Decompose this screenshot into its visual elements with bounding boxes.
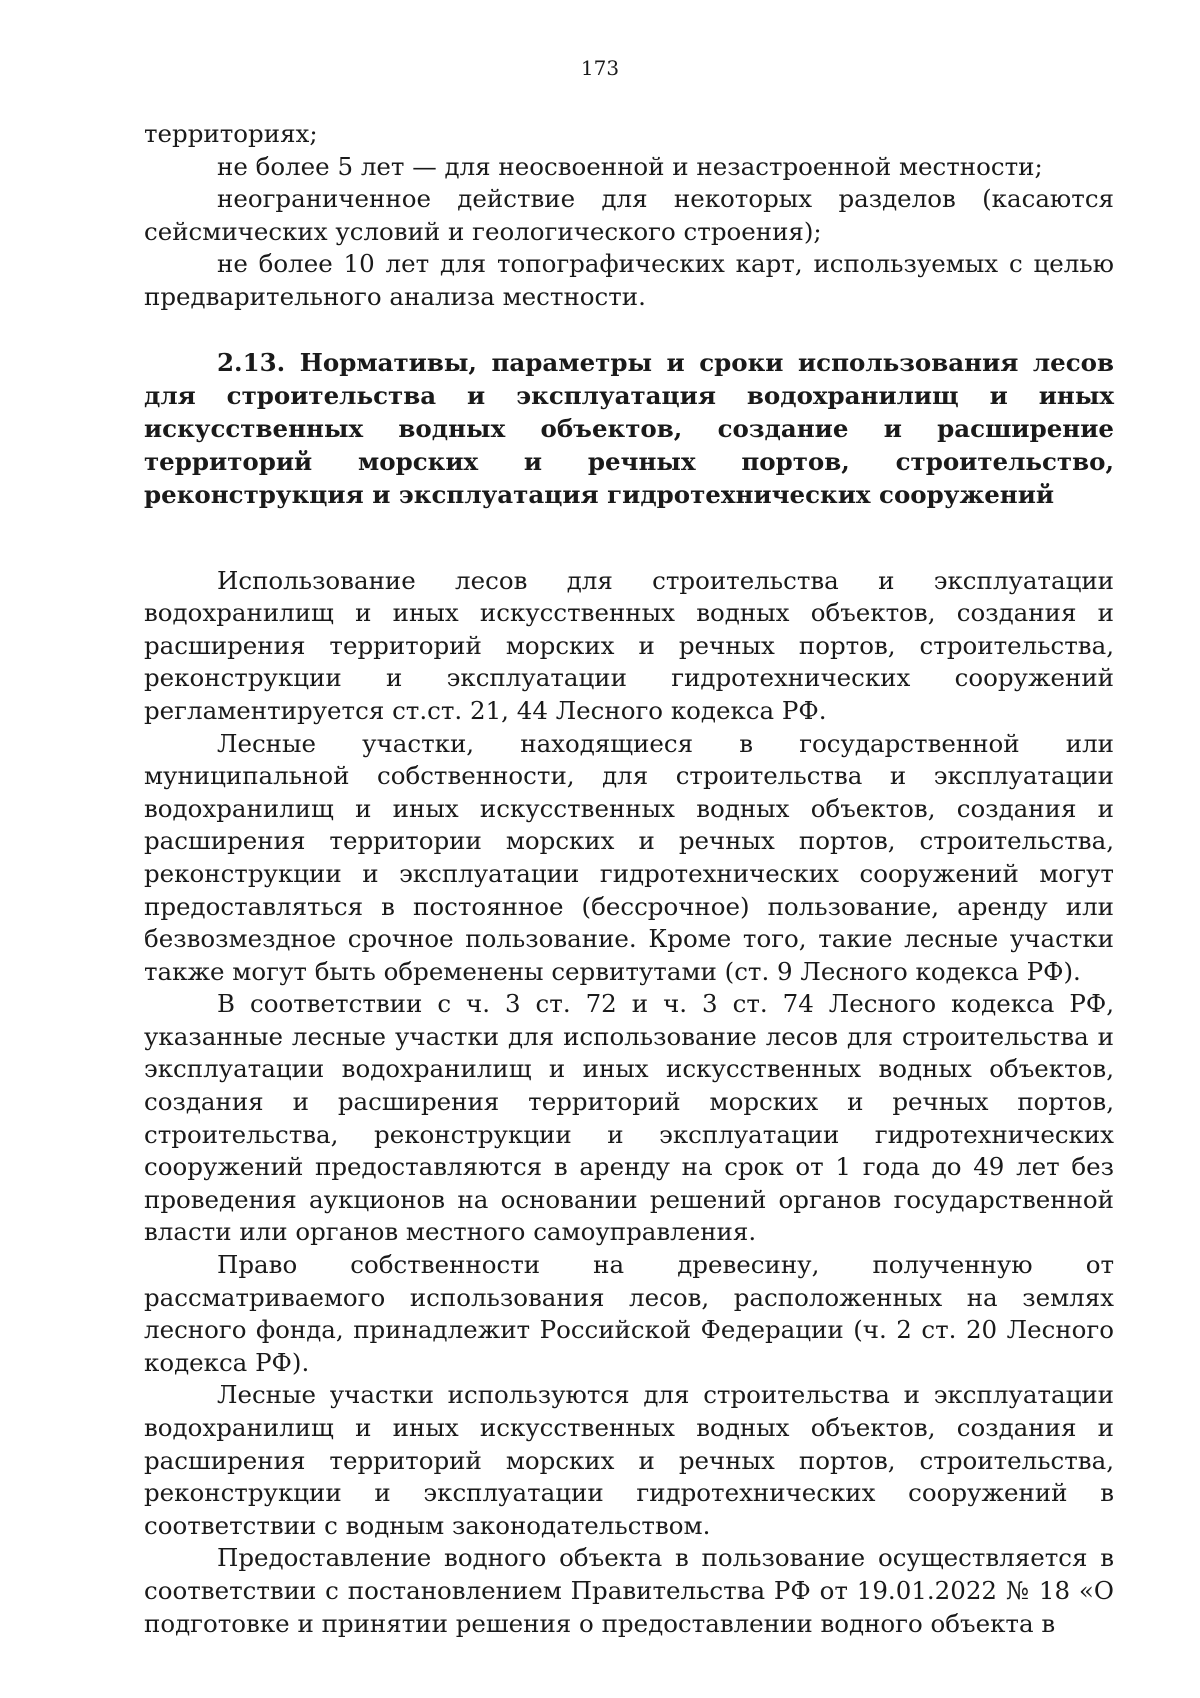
section-heading: 2.13. Нормативы, параметры и сроки использования лесов для строительства и эксплуатация водохранилищ и иных искусственных водных объектов, создание и расширение территорий морских и речных портов, строительство, реконструкция и эксплуатация гидротехнических сооружений: [144, 347, 1114, 509]
intro-item-1: не более 5 лет — для неосвоенной и незастроенной местности;: [217, 151, 1043, 181]
paragraph-2: Лесные участки, находящиеся в государственной или муниципальной собственности, для строительства и эксплуатации водохранилищ и иных искусственных водных объектов, создания и расширения территории морских и речных портов, строительства, реконструкции и эксплуатации гидротехнических сооружений могут предоставляться в постоянное (бессрочное) пользование, аренду или безвозмездное срочное пользование. Кроме того, такие лесные участки также могут быть обременены сервитутами (ст. 9 Лесного кодекса РФ).: [144, 728, 1114, 986]
intro-item-3: не более 10 лет для топографических карт, используемых с целью предварительного анализа местности.: [144, 249, 1114, 311]
section-body: [144, 565, 1114, 1641]
page-number: 173: [580, 56, 620, 80]
paragraph-5: Лесные участки используются для строительства и эксплуатации водохранилищ и иных искусственных водных объектов, создания и расширения территорий морских и речных портов, строительства, реконструкции и эксплуатации гидротехнических сооружений в соответствии с водным законодательством.: [144, 1380, 1114, 1540]
paragraph-1: Использование лесов для строительства и эксплуатации водохранилищ и иных искусственных водных объектов, создания и расширения территорий морских и речных портов, строительства, реконструкции и эксплуатации гидротехнических сооружений регламентируется ст.ст. 21, 44 Лесного кодекса РФ.: [144, 565, 1114, 725]
paragraph-3: В соответствии с ч. 3 ст. 72 и ч. 3 ст. 74 Лесного кодекса РФ, указанные лесные участки для использование лесов для строительства и эксплуатации водохранилищ и иных искусственных водных объектов, создания и расширения территорий морских и речных портов, строительства, реконструкции и эксплуатации гидротехнических сооружений предоставляются в аренду на срок от 1 года до 49 лет без проведения аукционов на основании решений органов государственной власти или органов местного самоуправления.: [144, 989, 1114, 1247]
paragraph-4: Право собственности на древесину, полученную от рассматриваемого использования лесов, расположенных на землях лесного фонда, принадлежит Российской Федерации (ч. 2 ст. 20 Лесного кодекса РФ).: [144, 1250, 1114, 1377]
intro-continuation: территориях;: [144, 119, 318, 148]
paragraph-6: Предоставление водного объекта в пользование осуществляется в соответствии с постановлением Правительства РФ от 19.01.2022 № 18 «О подготовке и принятии решения о предоставлении водного объекта в: [144, 1543, 1114, 1638]
intro-item-2: неограниченное действие для некоторых разделов (касаются сейсмических условий и геологического строения);: [144, 184, 1114, 246]
page-content: [144, 118, 1114, 1640]
